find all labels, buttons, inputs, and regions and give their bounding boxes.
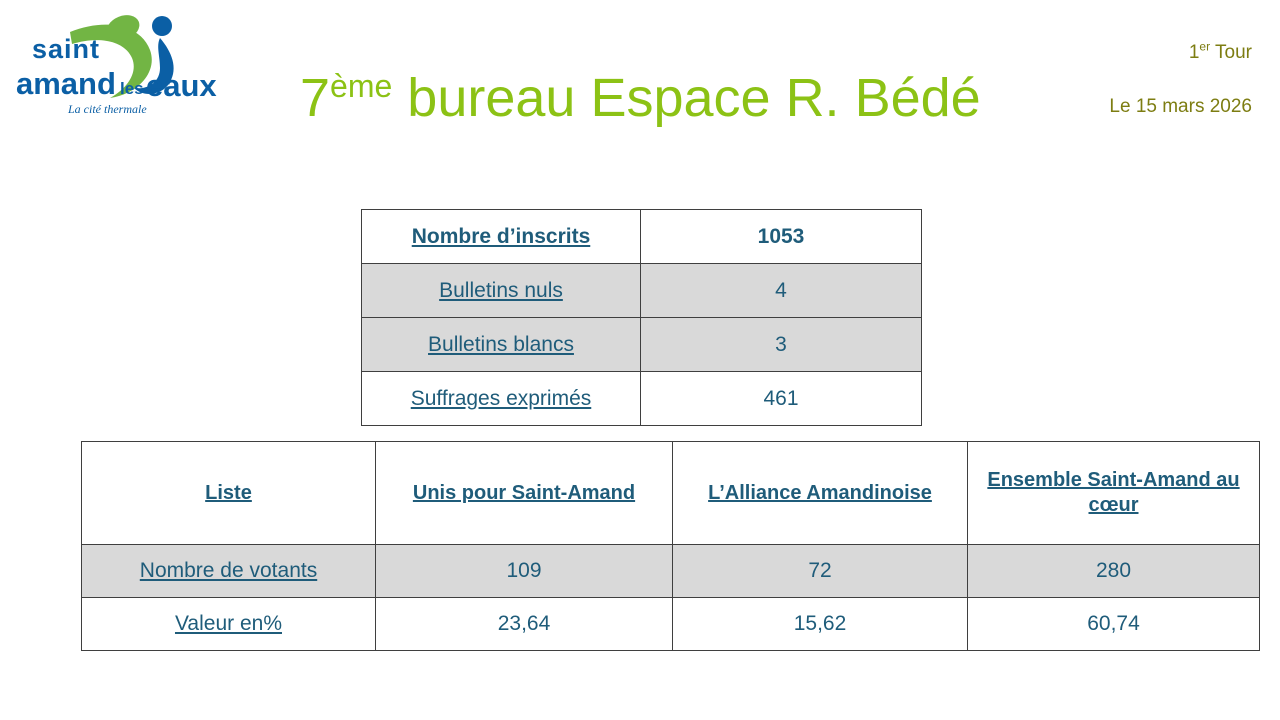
slide-meta (1109, 39, 1252, 118)
round-number-suffix: er (1199, 39, 1211, 54)
lists-label-votants: Nombre de votants (82, 545, 376, 598)
round-number: 1 (1188, 42, 1200, 63)
lists-votants-ensemble: 280 (968, 545, 1260, 598)
round-text: Tour (1210, 42, 1252, 63)
table-row (82, 545, 1260, 598)
lists-header-alliance: L’Alliance Amandinoise (673, 442, 968, 545)
table-row (82, 598, 1260, 651)
lists-valeur-ensemble: 60,74 (968, 598, 1260, 651)
table-row (362, 372, 922, 426)
counts-label-nuls: Bulletins nuls (362, 264, 641, 318)
title-rest: bureau Espace R. Bédé (392, 68, 981, 128)
lists-header-unis: Unis pour Saint-Amand (376, 442, 673, 545)
page-title (300, 70, 981, 127)
svg-text:La cité thermale: La cité thermale (68, 102, 147, 116)
city-logo (10, 10, 225, 128)
lists-votants-unis: 109 (376, 545, 673, 598)
lists-votants-alliance: 72 (673, 545, 968, 598)
table-row (362, 264, 922, 318)
svg-text:saint: saint (32, 34, 101, 64)
svg-text:amand: amand (16, 66, 116, 101)
lists-header-ensemble: Ensemble Saint-Amand au cœur (968, 442, 1260, 545)
counts-label-blancs: Bulletins blancs (362, 318, 641, 372)
table-header-row (82, 442, 1260, 545)
lists-label-valeur: Valeur en% (82, 598, 376, 651)
round-label (1109, 39, 1252, 64)
lists-header-liste: Liste (82, 442, 376, 545)
lists-valeur-alliance: 15,62 (673, 598, 968, 651)
table-row (362, 210, 922, 264)
election-date: Le 15 mars 2026 (1109, 96, 1252, 117)
counts-value-inscrits: 1053 (641, 210, 922, 264)
title-ordinal-suffix: ème (330, 68, 393, 104)
table-row (362, 318, 922, 372)
counts-value-blancs: 3 (641, 318, 922, 372)
title-ordinal: 7 (300, 68, 331, 128)
counts-value-exprimes: 461 (641, 372, 922, 426)
counts-table (361, 209, 922, 426)
counts-label-exprimes: Suffrages exprimés (362, 372, 641, 426)
lists-valeur-unis: 23,64 (376, 598, 673, 651)
counts-value-nuls: 4 (641, 264, 922, 318)
svg-text:les: les (120, 79, 144, 98)
counts-label-inscrits: Nombre d’inscrits (362, 210, 641, 264)
svg-text:eaux: eaux (146, 68, 217, 103)
lists-results-table (81, 441, 1260, 651)
